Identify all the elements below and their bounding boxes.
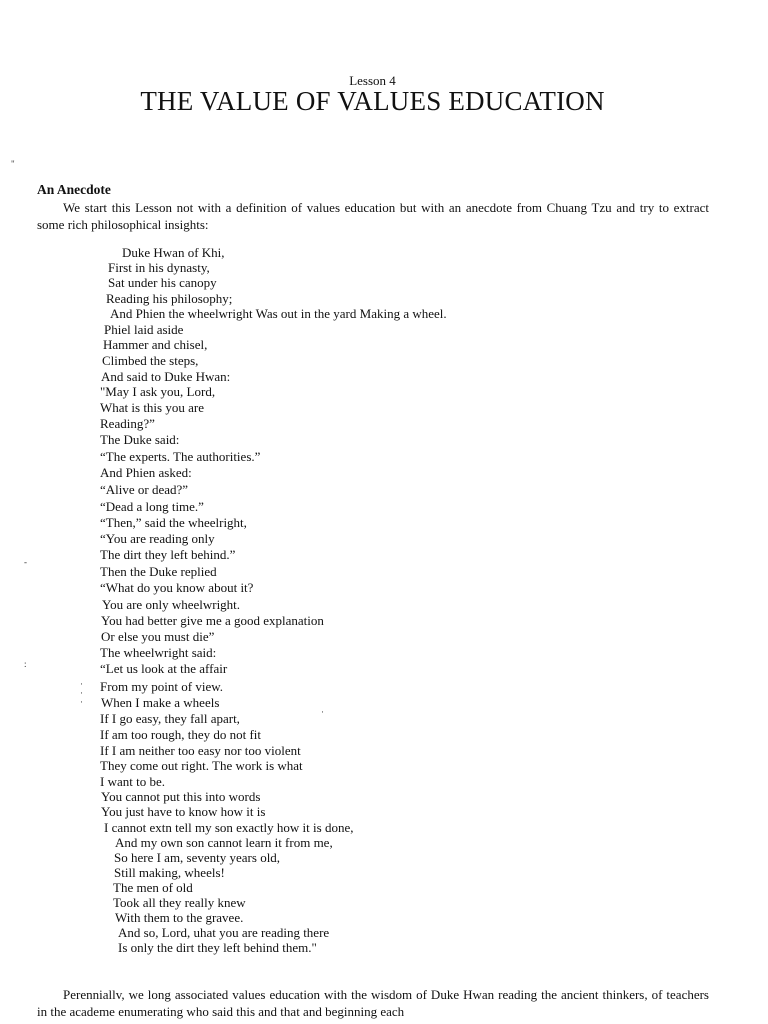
scan-speck: · — [80, 688, 83, 698]
poem-line: "May I ask you, Lord, — [100, 384, 216, 399]
scan-speck: - — [24, 557, 27, 567]
poem-line: “Let us look at the affair — [100, 661, 228, 676]
poem-line: Is only the dirt they left behind them." — [118, 940, 317, 955]
poem-line: I cannot extn tell my son exactly how it is done, — [104, 820, 354, 835]
scan-speck: · — [321, 707, 324, 717]
poem-line: You are only wheelwright. — [102, 597, 241, 612]
scan-speck: · — [80, 697, 83, 707]
poem-line: If am too rough, they do not fit — [100, 727, 262, 742]
poem-line: The Duke said: — [100, 432, 180, 447]
poem-line: Hammer and chisel, — [103, 337, 208, 352]
scan-speck: " — [11, 159, 15, 169]
poem-line: Phiel laid aside — [104, 322, 184, 337]
poem-line: And Phien asked: — [100, 465, 192, 480]
poem-line: Then the Duke replied — [100, 564, 217, 579]
poem-line: If I go easy, they fall apart, — [100, 711, 240, 726]
poem-line: Sat under his canopy — [108, 275, 217, 290]
poem-line: Took all they really knew — [113, 895, 246, 910]
poem-line: With them to the gravee. — [115, 910, 244, 925]
poem-line: They come out right. The work is what — [100, 758, 303, 773]
poem-line: Climbed the steps, — [102, 353, 199, 368]
poem-line: “Then,” said the wheelright, — [100, 515, 247, 530]
poem-line: The wheelwright said: — [100, 645, 217, 660]
poem-line: The dirt they left behind.” — [100, 547, 236, 562]
poem-line: You cannot put this into words — [101, 789, 261, 804]
section-heading: An Anecdote — [37, 182, 111, 197]
poem-line: Reading?” — [100, 416, 155, 431]
poem-line: You just have to know how it is — [101, 804, 266, 819]
closing-paragraph: Perenniallv, we long associated values education with the wisdom of Duke Hwan reading the ancient thinkers, of teachers in the academe enumerating who said this and that and beginning each — [37, 987, 709, 1019]
poem-line: From my point of view. — [100, 679, 224, 694]
poem-line: First in his dynasty, — [108, 260, 210, 275]
page-title: THE VALUE OF VALUES EDUCATION — [140, 86, 605, 116]
scan-speck: · — [80, 679, 83, 689]
poem-line: And so, Lord, uhat you are reading there — [118, 925, 330, 940]
poem-line: And Phien the wheelwright Was out in the yard Making a wheel. — [110, 306, 447, 321]
poem-line: “Dead a long time.” — [100, 499, 204, 514]
poem-line: “The experts. The authorities.” — [100, 449, 261, 464]
poem-line: If I am neither too easy nor too violent — [100, 743, 301, 758]
poem-line: And said to Duke Hwan: — [101, 369, 231, 384]
poem-line: Duke Hwan of Khi, — [122, 245, 225, 260]
poem-line: Reading his philosophy; — [106, 291, 233, 306]
poem-line: The men of old — [113, 880, 193, 895]
poem-line: Still making, wheels! — [114, 865, 225, 880]
poem-line: When I make a wheels — [101, 695, 220, 710]
poem-line: Or else you must die” — [101, 629, 215, 644]
intro-paragraph: We start this Lesson not with a definition of values education but with an anecdote from Chuang Tzu and try to extract some rich philosophical insights: — [37, 200, 709, 232]
poem-line: What is this you are — [100, 400, 204, 415]
scan-speck: : — [24, 659, 27, 669]
poem-line: You had better give me a good explanation — [101, 613, 324, 628]
poem-line: “You are reading only — [100, 531, 215, 546]
poem-line: And my own son cannot learn it from me, — [115, 835, 333, 850]
poem-line: “What do you know about it? — [100, 580, 254, 595]
poem-line: “Alive or dead?” — [100, 482, 189, 497]
lesson-label: Lesson 4 — [349, 73, 396, 88]
poem-line: So here I am, seventy years old, — [114, 850, 281, 865]
poem-line: I want to be. — [100, 774, 165, 789]
